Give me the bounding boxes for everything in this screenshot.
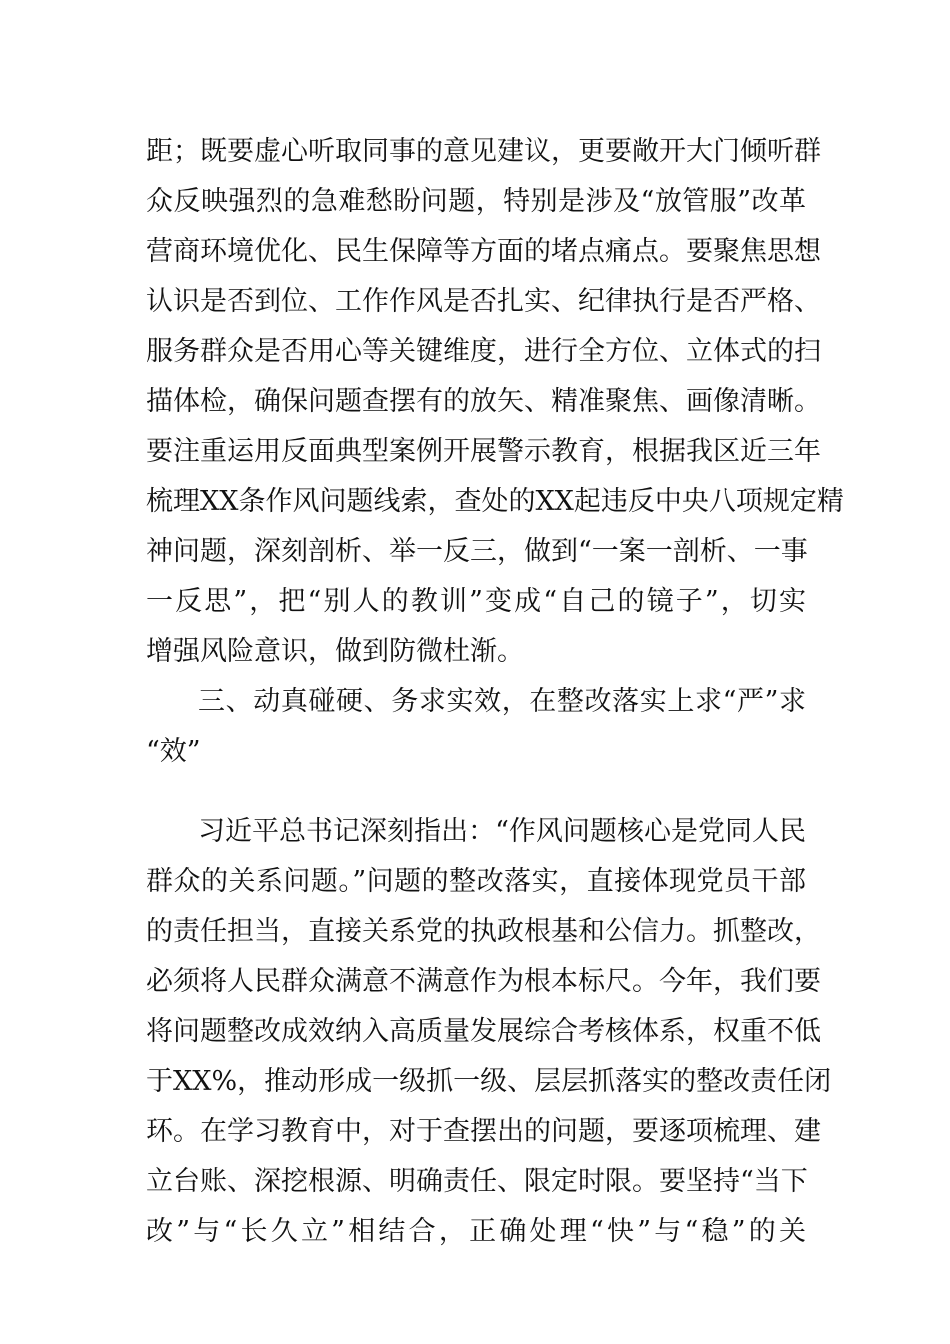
text-line: 增强风险意识，做到防微杜渐。 [146,636,524,667]
text-line: 立台账、深挖根源、明确责任、限定时限。要坚持“当下 [146,1166,808,1197]
text-line: 众反映强烈的急难愁盼问题，特别是涉及“放管服”改革 [146,186,806,217]
text-line: 神问题，深刻剖析、举一反三，做到“一案一剖析、一事 [146,536,808,567]
text-line: 必须将人民群众满意不满意作为根本标尺。今年，我们要 [146,966,821,997]
text-line: 环。在学习教育中，对于查摆出的问题，要逐项梳理、建 [146,1116,821,1147]
text-line: 的责任担当，直接关系党的执政根基和公信力。抓整改， [146,916,821,947]
text-line: 营商环境优化、民生保障等方面的堵点痛点。要聚焦思想 [146,236,821,267]
text-line: 将问题整改成效纳入高质量发展综合考核体系，权重不低 [146,1016,821,1047]
text-line: 描体检，确保问题查摆有的放矢、精准聚焦、画像清晰。 [146,386,821,417]
text-line: 群众的关系问题。”问题的整改落实，直接体现党员干部 [146,866,806,897]
text-line: 于XX%，推动形成一级抓一级、层层抓落实的整改责任闭 [146,1066,832,1097]
text-line: 习近平总书记深刻指出：“作风问题核心是党同人民 [198,816,806,847]
text-line: 改”与“长久立”相结合，正确处理“快”与“稳”的关 [146,1216,806,1247]
text-line: 认识是否到位、工作作风是否扎实、纪律执行是否严格、 [146,286,821,317]
text-line: 要注重运用反面典型案例开展警示教育，根据我区近三年 [146,436,821,467]
text-line: 一反思”，把“别人的教训”变成“自己的镜子”，切实 [146,586,806,617]
section-heading-continued: “效” [146,736,201,767]
text-line: 梳理XX条作风问题线索，查处的XX起违反中央八项规定精 [146,486,844,517]
text-line: 距；既要虚心听取同事的意见建议，更要敞开大门倾听群 [146,136,821,167]
text-line: 服务群众是否用心等关键维度，进行全方位、立体式的扫 [146,336,821,367]
section-heading: 三、动真碰硬、务求实效，在整改落实上求“严”求 [198,686,806,717]
